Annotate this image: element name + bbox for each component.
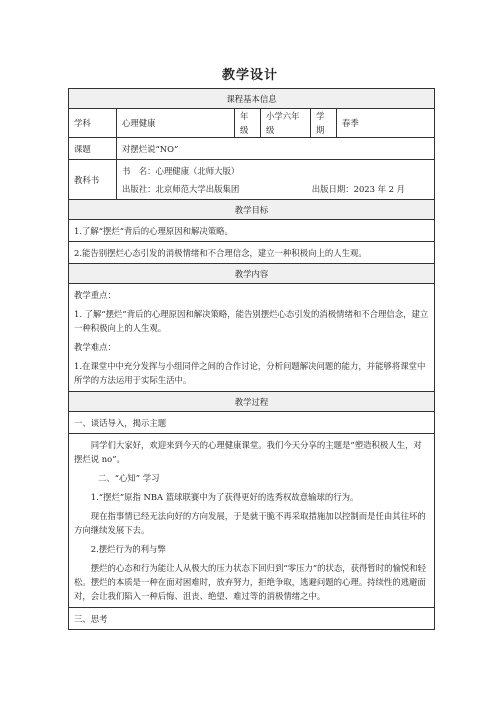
process-body: [69, 434, 435, 608]
intro-heading: 一、谈话导入，揭示主题: [69, 412, 435, 434]
publisher: 出版社：北京师范大学出版集团: [122, 183, 240, 194]
key-points-text: 1. 了解“摆烂”背后的心理原因和解决策略，能告别摆烂心态引发的消极情绪和不合理信念，建立一种积极向上的人生观。: [74, 309, 429, 333]
topic-label: 课题: [69, 138, 117, 160]
topic-value: 对摆烂说“NO”: [117, 138, 435, 160]
section-header-content: 教学内容: [69, 264, 435, 284]
term-label: 学期: [311, 109, 337, 138]
section-header-goals: 教学目标: [69, 200, 435, 220]
process-paragraph-1: 1.“摆烂”原指 NBA 篮球联赛中为了获得更好的选秀权故意输球的行为。: [90, 492, 359, 502]
key-points-label: 教学重点：: [74, 290, 116, 300]
difficulty-label: 教学难点：: [74, 342, 116, 352]
difficulty-text: 1.在课堂中中充分发挥与小组同伴之间的合作讨论，分析问题解决问题的能力，并能够将课堂中所学的方法运用于实际生活中。: [74, 361, 426, 385]
grade-label: 年级: [235, 109, 261, 138]
sub-heading-pros-cons: 2.摆烂行为的利与弊: [90, 544, 166, 554]
goal-item-2: 2.能告别摆烂心态引发的消极情绪和不合理信念，建立一种积极向上的人生观。: [69, 242, 435, 264]
goal-item-1: 1.了解“摆烂”背后的心理原因和解决策略。: [69, 220, 435, 242]
intro-text: 同学们大家好，欢迎来到今天的心理健康课堂。我们今天分享的主题是”塑造积极人生，对摆烂说 no”。: [74, 440, 422, 464]
publish-date: 出版日期：2023 年 2 月: [311, 183, 406, 194]
section-header-basic-info: 课程基本信息: [69, 89, 435, 109]
process-paragraph-3: 摆烂的心态和行为能让人从极大的压力状态下回归到“零压力”的状态，获得暂时的愉悦和轻松。摆烂的本质是一种在面对困难时，放弃努力，拒绝争取，逃避问题的心理。持续性的逃避面对，会让我们陷入一种后悔、沮丧、绝望、难过等的消极情绪之中。: [74, 563, 426, 601]
textbook-label: 教科书: [69, 160, 117, 200]
part3-heading: 三、思考: [69, 608, 435, 630]
textbook-info: [117, 160, 435, 200]
page-title: 教学设计: [221, 68, 278, 83]
grade-value: 小学六年级: [261, 109, 311, 138]
lesson-plan-table: [68, 88, 435, 630]
book-name: 书 名：心理健康（北师大版）: [122, 165, 240, 176]
content-body: [69, 284, 435, 392]
subject-label: 学科: [69, 109, 117, 138]
term-value: 春季: [337, 109, 435, 138]
part2-heading: 二、“心知” 学习: [98, 473, 160, 483]
process-paragraph-2: 现在指事情已经无法向好的方向发展，于是就干脆不再采取措施加以控制而是任由其往坏的方向继续发展下去。: [74, 511, 426, 535]
section-header-process: 教学过程: [69, 392, 435, 412]
subject-value: 心理健康: [117, 109, 235, 138]
